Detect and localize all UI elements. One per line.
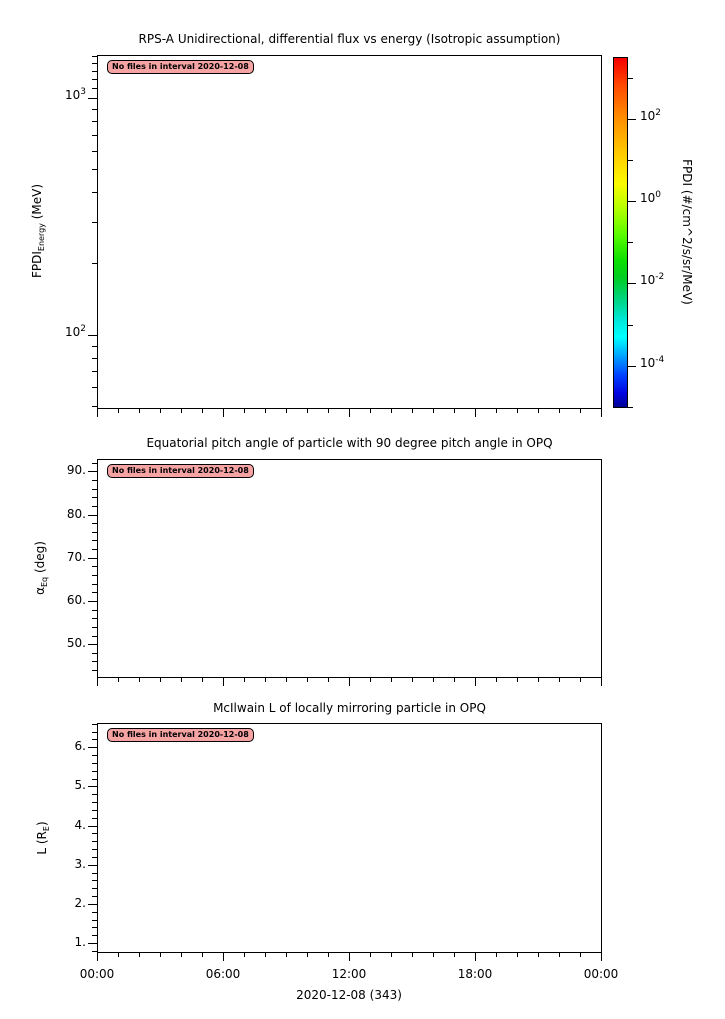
tick-mark bbox=[92, 802, 97, 803]
tick-mark bbox=[628, 201, 636, 202]
tick-mark bbox=[97, 677, 98, 686]
tick-mark bbox=[92, 618, 97, 619]
tick-mark bbox=[160, 408, 161, 413]
tick-mark bbox=[92, 833, 97, 834]
tick-mark bbox=[307, 677, 308, 682]
tick-mark bbox=[88, 98, 97, 99]
tick-mark bbox=[286, 677, 287, 682]
tick-mark bbox=[559, 952, 560, 957]
tick-mark bbox=[628, 366, 636, 367]
tick-mark bbox=[160, 952, 161, 957]
y-tick-label: 3. bbox=[74, 857, 86, 871]
tick-mark bbox=[92, 263, 97, 264]
tick-mark bbox=[92, 575, 97, 576]
plot3-area bbox=[97, 723, 602, 953]
tick-mark bbox=[601, 408, 602, 417]
tick-mark bbox=[265, 677, 266, 682]
x-axis-date-label: 2020-12-08 (343) bbox=[296, 988, 402, 1002]
tick-mark bbox=[181, 408, 182, 413]
tick-mark bbox=[370, 677, 371, 682]
tick-mark bbox=[412, 677, 413, 682]
plot1-ylabel-main: FPDI bbox=[29, 251, 44, 279]
tick-mark bbox=[92, 151, 97, 152]
tick-mark bbox=[349, 677, 350, 686]
tick-mark bbox=[202, 408, 203, 413]
tick-mark bbox=[92, 627, 97, 628]
tick-mark bbox=[307, 952, 308, 957]
tick-mark bbox=[92, 71, 97, 72]
tick-mark bbox=[92, 857, 97, 858]
tick-mark bbox=[92, 920, 97, 921]
tick-mark bbox=[88, 601, 97, 602]
plot1-title: RPS-A Unidirectional, differential flux vs energy (Isotropic assumption) bbox=[138, 32, 561, 46]
y-tick-label: 90. bbox=[66, 463, 86, 477]
tick-mark bbox=[391, 677, 392, 682]
y-tick-label: 6. bbox=[74, 739, 86, 753]
tick-mark bbox=[517, 408, 518, 413]
tick-mark bbox=[244, 408, 245, 413]
tick-mark bbox=[223, 952, 224, 961]
colorbar-tick-label: $10^2$ bbox=[640, 108, 662, 123]
tick-mark bbox=[412, 952, 413, 957]
tick-mark bbox=[628, 283, 636, 284]
tick-mark bbox=[92, 192, 97, 193]
tick-mark bbox=[92, 584, 97, 585]
tick-mark bbox=[92, 79, 97, 80]
tick-mark bbox=[223, 677, 224, 686]
tick-mark bbox=[328, 677, 329, 682]
plot1-ylabel-unit: (MeV) bbox=[29, 183, 44, 224]
tick-mark bbox=[496, 952, 497, 957]
tick-mark bbox=[559, 677, 560, 682]
tick-mark bbox=[92, 810, 97, 811]
tick-mark bbox=[92, 779, 97, 780]
tick-mark bbox=[92, 63, 97, 64]
plot3-ylabel-main: L (R bbox=[34, 831, 49, 855]
y-tick-label: 5. bbox=[74, 778, 86, 792]
y-tick-label: 2. bbox=[74, 896, 86, 910]
y-tick-label: 60. bbox=[66, 593, 86, 607]
tick-mark bbox=[92, 346, 97, 347]
tick-mark bbox=[92, 912, 97, 913]
tick-mark bbox=[88, 558, 97, 559]
plot2-title: Equatorial pitch angle of particle with 90 degree pitch angle in OPQ bbox=[146, 436, 553, 450]
tick-mark bbox=[88, 644, 97, 645]
tick-mark bbox=[559, 408, 560, 413]
tick-mark bbox=[538, 677, 539, 682]
tick-mark bbox=[628, 160, 633, 161]
x-tick-label-1800: 18:00 bbox=[457, 967, 493, 981]
tick-mark bbox=[244, 952, 245, 957]
tick-mark bbox=[92, 732, 97, 733]
tick-mark bbox=[286, 952, 287, 957]
tick-mark bbox=[118, 408, 119, 413]
colorbar-tick-label: $10^{-4}$ bbox=[640, 355, 665, 370]
tick-mark bbox=[118, 952, 119, 957]
y-tick-label: 50. bbox=[66, 636, 86, 650]
x-tick-label-0000a: 00:00 bbox=[79, 967, 115, 981]
tick-mark bbox=[628, 119, 636, 120]
tick-mark bbox=[88, 865, 97, 866]
tick-mark bbox=[139, 952, 140, 957]
tick-mark bbox=[92, 506, 97, 507]
tick-mark bbox=[92, 109, 97, 110]
plot1-y-axis-label bbox=[30, 184, 46, 278]
plot1-ylabel-sub: Energy bbox=[37, 223, 47, 252]
tick-mark bbox=[475, 677, 476, 686]
tick-mark bbox=[92, 818, 97, 819]
y-tick-label: $10^2$ bbox=[64, 324, 86, 339]
tick-mark bbox=[92, 358, 97, 359]
y-tick-label: 1. bbox=[74, 935, 86, 949]
tick-mark bbox=[181, 677, 182, 682]
tick-mark bbox=[181, 952, 182, 957]
tick-mark bbox=[433, 677, 434, 682]
tick-mark bbox=[88, 786, 97, 787]
tick-mark bbox=[601, 677, 602, 686]
tick-mark bbox=[328, 952, 329, 957]
y-tick-label: $10^3$ bbox=[64, 87, 86, 102]
tick-mark bbox=[349, 408, 350, 417]
colorbar-tick-label: $10^0$ bbox=[640, 190, 662, 205]
tick-mark bbox=[517, 952, 518, 957]
tick-mark bbox=[580, 408, 581, 413]
tick-mark bbox=[202, 952, 203, 957]
tick-mark bbox=[92, 888, 97, 889]
tick-mark bbox=[92, 88, 97, 89]
tick-mark bbox=[92, 849, 97, 850]
tick-mark bbox=[628, 242, 633, 243]
tick-mark bbox=[92, 739, 97, 740]
tick-mark bbox=[92, 540, 97, 541]
y-tick-label: 70. bbox=[66, 550, 86, 564]
tick-mark bbox=[433, 408, 434, 413]
tick-mark bbox=[92, 763, 97, 764]
tick-mark bbox=[92, 794, 97, 795]
tick-mark bbox=[97, 408, 98, 417]
tick-mark bbox=[454, 677, 455, 682]
tick-mark bbox=[92, 724, 97, 725]
tick-mark bbox=[391, 408, 392, 413]
tick-mark bbox=[307, 408, 308, 413]
x-tick-label-0000b: 00:00 bbox=[583, 967, 619, 981]
tick-mark bbox=[370, 952, 371, 957]
tick-mark bbox=[92, 497, 97, 498]
tick-mark bbox=[496, 408, 497, 413]
colorbar-tick-label: $10^{-2}$ bbox=[640, 272, 665, 287]
tick-mark bbox=[92, 480, 97, 481]
plot3-ylabel-sub: E bbox=[42, 826, 52, 832]
tick-mark bbox=[92, 951, 97, 952]
tick-mark bbox=[433, 952, 434, 957]
tick-mark bbox=[475, 408, 476, 417]
tick-mark bbox=[92, 841, 97, 842]
tick-mark bbox=[580, 677, 581, 682]
tick-mark bbox=[92, 896, 97, 897]
tick-mark bbox=[92, 927, 97, 928]
tick-mark bbox=[92, 169, 97, 170]
tick-mark bbox=[92, 371, 97, 372]
y-tick-label: 4. bbox=[74, 818, 86, 832]
tick-mark bbox=[88, 471, 97, 472]
plot3-ylabel-unit: ) bbox=[34, 821, 49, 827]
tick-mark bbox=[454, 952, 455, 957]
tick-mark bbox=[286, 408, 287, 413]
x-tick-label-0600: 06:00 bbox=[205, 967, 241, 981]
tick-mark bbox=[92, 935, 97, 936]
tick-mark bbox=[160, 677, 161, 682]
tick-mark bbox=[538, 408, 539, 413]
tick-mark bbox=[118, 677, 119, 682]
tick-mark bbox=[454, 408, 455, 413]
tick-mark bbox=[223, 408, 224, 417]
tick-mark bbox=[92, 755, 97, 756]
tick-mark bbox=[391, 952, 392, 957]
tick-mark bbox=[88, 515, 97, 516]
tick-mark bbox=[265, 952, 266, 957]
tick-mark bbox=[139, 408, 140, 413]
tick-mark bbox=[628, 407, 633, 408]
y-tick-label: 80. bbox=[66, 507, 86, 521]
tick-mark bbox=[92, 610, 97, 611]
tick-mark bbox=[92, 592, 97, 593]
tick-mark bbox=[475, 952, 476, 961]
tick-mark bbox=[92, 670, 97, 671]
tick-mark bbox=[92, 636, 97, 637]
tick-mark bbox=[92, 135, 97, 136]
tick-mark bbox=[92, 661, 97, 662]
tick-mark bbox=[88, 335, 97, 336]
tick-mark bbox=[92, 489, 97, 490]
tick-mark bbox=[92, 880, 97, 881]
tick-mark bbox=[88, 747, 97, 748]
tick-mark bbox=[92, 121, 97, 122]
tick-mark bbox=[92, 523, 97, 524]
tick-mark bbox=[328, 408, 329, 413]
plot1-area bbox=[97, 55, 602, 409]
tick-mark bbox=[92, 873, 97, 874]
tick-mark bbox=[92, 653, 97, 654]
plot2-no-data-badge: No files in interval 2020-12-08 bbox=[107, 464, 254, 478]
plot2-area bbox=[97, 459, 602, 678]
x-tick-label-1200: 12:00 bbox=[331, 967, 367, 981]
plot2-ylabel-unit: (deg) bbox=[32, 541, 47, 577]
plot2-ylabel-sub: Eq bbox=[40, 576, 50, 588]
tick-mark bbox=[349, 952, 350, 961]
tick-mark bbox=[92, 406, 97, 407]
tick-mark bbox=[92, 463, 97, 464]
tick-mark bbox=[412, 408, 413, 413]
colorbar-label: FPDI (#/cm^2/s/sr/MeV) bbox=[680, 159, 694, 305]
tick-mark bbox=[265, 408, 266, 413]
tick-mark bbox=[92, 222, 97, 223]
tick-mark bbox=[88, 904, 97, 905]
tick-mark bbox=[580, 952, 581, 957]
tick-mark bbox=[244, 677, 245, 682]
tick-mark bbox=[628, 78, 633, 79]
tick-mark bbox=[92, 771, 97, 772]
tick-mark bbox=[628, 325, 633, 326]
plot2-ylabel-main: α bbox=[32, 587, 47, 595]
tick-mark bbox=[92, 56, 97, 57]
tick-mark bbox=[88, 943, 97, 944]
plot1-no-data-badge: No files in interval 2020-12-08 bbox=[107, 60, 254, 74]
tick-mark bbox=[92, 387, 97, 388]
tick-mark bbox=[601, 952, 602, 961]
tick-mark bbox=[97, 952, 98, 961]
tick-mark bbox=[92, 532, 97, 533]
tick-mark bbox=[496, 677, 497, 682]
plot3-title: McIlwain L of locally mirroring particle in OPQ bbox=[213, 701, 486, 715]
tick-mark bbox=[92, 549, 97, 550]
colorbar bbox=[613, 57, 628, 408]
tick-mark bbox=[517, 677, 518, 682]
tick-mark bbox=[92, 566, 97, 567]
plot3-no-data-badge: No files in interval 2020-12-08 bbox=[107, 728, 254, 742]
tick-mark bbox=[370, 408, 371, 413]
tick-mark bbox=[202, 677, 203, 682]
tick-mark bbox=[88, 826, 97, 827]
tick-mark bbox=[139, 677, 140, 682]
tick-mark bbox=[538, 952, 539, 957]
